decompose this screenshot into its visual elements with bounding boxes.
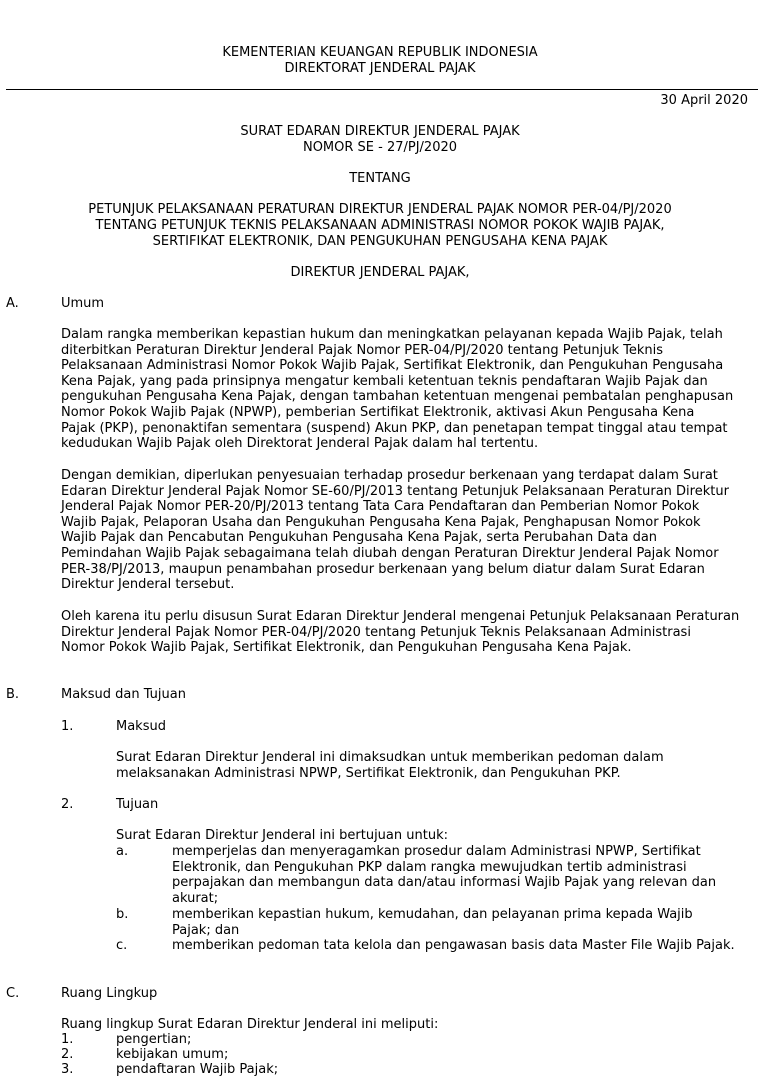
list-item-line: perpajakan dan membangun data dan/atau informasi Wajib Pajak yang relevan dan xyxy=(172,875,717,891)
paragraph-line: Wajib Pajak, Pelaporan Usaha dan Pengukuhan Pengusaha Kena Pajak, Penghapusan Nomor Pokok xyxy=(61,514,701,530)
paragraph-line: Wajib Pajak dan Pencabutan Pengukuhan Pengusaha Kena Pajak, serta Perubahan Data dan xyxy=(61,530,658,546)
subsection-1-marker: 1. xyxy=(61,719,74,734)
subject-line: TENTANG PETUNJUK TEKNIS PELAKSANAAN ADMINISTRASI NOMOR POKOK WAJIB PAJAK, xyxy=(95,218,665,233)
section-a-marker: A. xyxy=(6,296,19,311)
addressee: DIREKTUR JENDERAL PAJAK, xyxy=(290,265,470,280)
list-item-line: Pajak; dan xyxy=(172,922,240,938)
scope-item-marker: 1. xyxy=(61,1032,74,1047)
paragraph-line: Dalam rangka memberikan kepastian hukum dan meningkatkan pelayanan kepada Wajib Pajak, telah xyxy=(61,327,723,342)
tujuan-intro: Surat Edaran Direktur Jenderal ini bertujuan untuk: xyxy=(116,828,448,843)
tujuan-item-a-marker: a. xyxy=(116,844,129,859)
subsection-1-heading: Maksud xyxy=(116,719,166,734)
paragraph-line: kedudukan Wajib Pajak oleh Direktorat Jenderal Pajak dalam hal tertentu. xyxy=(61,436,539,452)
subject-line: SERTIFIKAT ELEKTRONIK, DAN PENGUKUHAN PENGUSAHA KENA PAJAK xyxy=(152,234,608,249)
section-b-marker: B. xyxy=(6,687,20,702)
document-type: SURAT EDARAN DIREKTUR JENDERAL PAJAK xyxy=(240,124,520,139)
paragraph-line: PER-38/PJ/2013, maupun penambahan prosedur berkenaan yang belum diatur dalam Surat Edaran xyxy=(61,561,705,577)
tujuan-item-b xyxy=(172,907,693,938)
ruang-lingkup-intro: Ruang lingkup Surat Edaran Direktur Jenderal ini meliputi: xyxy=(61,1017,439,1032)
paragraph-line: Pelaksanaan Administrasi Nomor Pokok Wajib Pajak, Sertifikat Elektronik, dan Pengukuhan Pengusaha xyxy=(61,358,724,374)
section-a-paragraph-1 xyxy=(61,327,733,452)
list-item-line: akurat; xyxy=(172,890,219,906)
subsection-2-marker: 2. xyxy=(61,797,74,812)
list-item-line: memperjelas dan menyeragamkan prosedur dalam Administrasi NPWP, Sertifikat xyxy=(172,844,701,859)
paragraph-line: Surat Edaran Direktur Jenderal ini dimaksudkan untuk memberikan pedoman dalam xyxy=(116,750,664,765)
tujuan-item-c xyxy=(172,938,735,954)
tujuan-item-c-marker: c. xyxy=(116,938,128,953)
subject-line: PETUNJUK PELAKSANAAN PERATURAN DIREKTUR JENDERAL PAJAK NOMOR PER-04/PJ/2020 xyxy=(88,202,672,217)
scope-item: pengertian; xyxy=(116,1032,192,1047)
paragraph-line: Pajak (PKP), penonaktifan sementara (suspend) Akun PKP, dan penetapan tempat tinggal atau tempat xyxy=(61,420,728,436)
paragraph-line: Nomor Pokok Wajib Pajak (NPWP), pemberian Sertifikat Elektronik, aktivasi Akun Pengusaha Kena xyxy=(61,404,695,420)
document-date: 30 April 2020 xyxy=(660,93,748,108)
section-a-paragraph-2 xyxy=(61,468,729,593)
paragraph-line: melaksanakan Administrasi NPWP, Sertifikat Elektronik, dan Pengukuhan PKP. xyxy=(116,765,621,781)
section-b-heading: Maksud dan Tujuan xyxy=(61,687,186,702)
tentang-label: TENTANG xyxy=(349,171,411,186)
ministry-name: KEMENTERIAN KEUANGAN REPUBLIK INDONESIA xyxy=(222,45,538,60)
section-a-paragraph-3 xyxy=(61,609,739,656)
document-number: NOMOR SE - 27/PJ/2020 xyxy=(302,140,458,155)
header-divider xyxy=(6,89,758,90)
paragraph-line: Oleh karena itu perlu disusun Surat Edaran Direktur Jenderal mengenai Petunjuk Pelaksanaan Peraturan xyxy=(61,609,740,624)
section-c-marker: C. xyxy=(6,986,20,1001)
tujuan-item-a xyxy=(172,844,716,906)
list-item-line: memberikan kepastian hukum, kemudahan, dan pelayanan prima kepada Wajib xyxy=(172,907,693,922)
paragraph-line: Direktur Jenderal tersebut. xyxy=(61,577,235,593)
section-a-heading: Umum xyxy=(61,296,105,311)
scope-item-marker: 3. xyxy=(61,1062,74,1077)
scope-item-marker: 2. xyxy=(61,1047,74,1062)
directorate-name: DIREKTORAT JENDERAL PAJAK xyxy=(284,61,476,76)
scope-item: kebijakan umum; xyxy=(116,1047,229,1062)
paragraph-line: Dengan demikian, diperlukan penyesuaian terhadap prosedur berkenaan yang terdapat dalam Surat xyxy=(61,468,718,483)
paragraph-line: Jenderal Pajak Nomor PER-20/PJ/2013 tentang Tata Cara Pendaftaran dan Pemberian Nomor Pokok xyxy=(61,499,700,515)
subsection-2-heading: Tujuan xyxy=(116,797,159,812)
paragraph-line: pengukuhan Pengusaha Kena Pajak, dengan tambahan ketentuan mengenai pembatalan penghapusan xyxy=(61,389,734,405)
paragraph-line: Direktur Jenderal Pajak Nomor PER-04/PJ/2020 tentang Petunjuk Teknis Pelaksanaan Administrasi xyxy=(61,624,691,640)
paragraph-line: Edaran Direktur Jenderal Pajak Nomor SE-60/PJ/2013 tentang Petunjuk Pelaksanaan Peraturan Direktur xyxy=(61,483,729,499)
paragraph-line: Nomor Pokok Wajib Pajak, Sertifikat Elektronik, dan Pengukuhan Pengusaha Kena Pajak. xyxy=(61,640,632,656)
paragraph-line: Kena Pajak, yang pada prinsipnya mengatur kembali ketentuan teknis pendaftaran Wajib Pajak dan xyxy=(61,373,708,389)
tujuan-item-b-marker: b. xyxy=(116,907,129,922)
maksud-text xyxy=(116,750,664,781)
list-item-line: memberikan pedoman tata kelola dan pengawasan basis data Master File Wajib Pajak. xyxy=(172,938,735,953)
list-item-line: Elektronik, dan Pengukuhan PKP dalam rangka mewujudkan tertib administrasi xyxy=(172,859,687,875)
paragraph-line: diterbitkan Peraturan Direktur Jenderal Pajak Nomor PER-04/PJ/2020 tentang Petunjuk Teknis xyxy=(61,342,664,358)
section-c-heading: Ruang Lingkup xyxy=(61,986,158,1001)
scope-item: pendaftaran Wajib Pajak; xyxy=(116,1062,279,1077)
paragraph-line: Pemindahan Wajib Pajak sebagaimana telah diubah dengan Peraturan Direktur Jenderal Pajak Nomor xyxy=(61,545,719,561)
